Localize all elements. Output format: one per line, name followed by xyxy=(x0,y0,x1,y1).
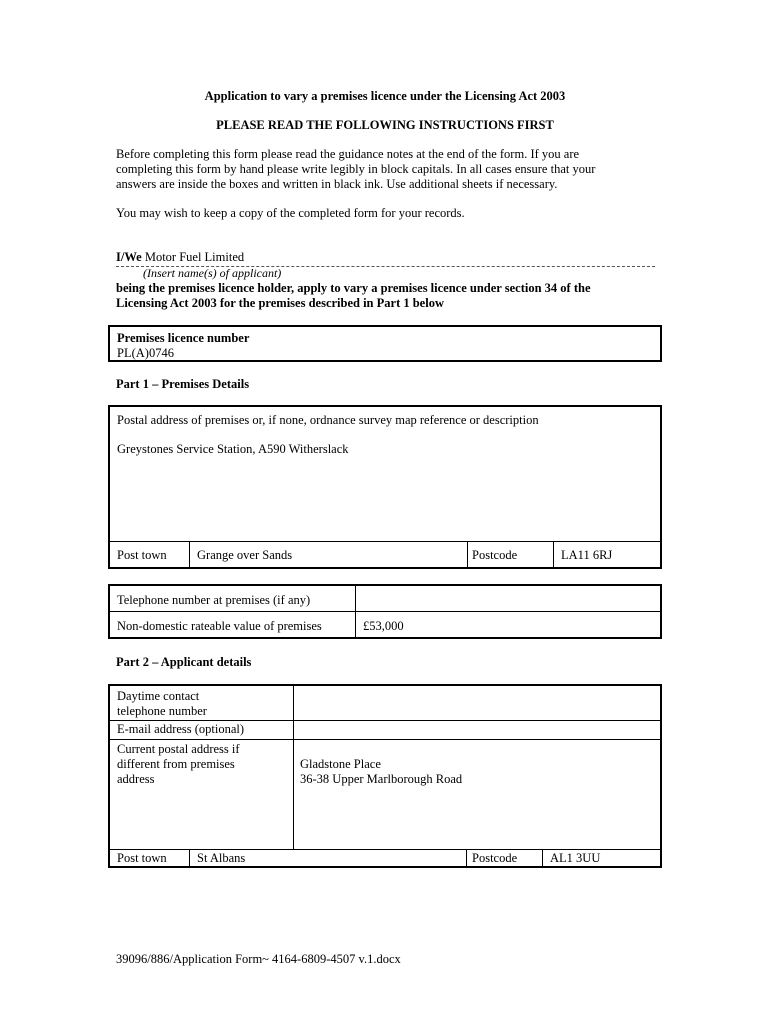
postal-address-line-1: Gladstone Place xyxy=(300,757,381,771)
divider xyxy=(542,849,543,866)
licence-number-value: PL(A)0746 xyxy=(117,346,174,360)
applicant-name-value: Motor Fuel Limited xyxy=(144,250,245,264)
postal-address-label-line-1: Current postal address if xyxy=(117,742,240,756)
premises-post-town-value[interactable]: Grange over Sands xyxy=(197,548,293,562)
daytime-telephone-label-line-1: Daytime contact xyxy=(117,689,200,703)
premises-postcode-value[interactable]: LA11 6RJ xyxy=(561,548,613,562)
premises-contact-box xyxy=(108,584,662,639)
instructions-heading: PLEASE READ THE FOLLOWING INSTRUCTIONS FIRST xyxy=(216,118,554,132)
instructions-paragraph xyxy=(116,147,656,192)
applicant-postcode-value[interactable]: AL1 3UU xyxy=(550,851,601,865)
applicant-statement xyxy=(116,281,676,311)
divider xyxy=(110,611,660,612)
divider xyxy=(467,541,468,567)
applicant-post-town-value[interactable]: St Albans xyxy=(197,851,246,865)
document-reference: 39096/886/Application Form~ 4164-6809-4507 v.1.docx xyxy=(116,952,401,966)
rateable-value-label: Non-domestic rateable value of premises xyxy=(117,619,322,633)
part2-heading: Part 2 – Applicant details xyxy=(116,655,252,669)
premises-post-town-label: Post town xyxy=(117,548,167,562)
postal-address-label-line-3: address xyxy=(117,772,155,786)
applicant-post-town-label: Post town xyxy=(117,851,167,865)
premises-telephone-label: Telephone number at premises (if any) xyxy=(117,593,311,607)
postal-address-line-2: 36-38 Upper Marlborough Road xyxy=(300,772,463,786)
daytime-telephone-label xyxy=(117,689,207,719)
part1-heading: Part 1 – Premises Details xyxy=(116,377,250,391)
email-label: E-mail address (optional) xyxy=(117,722,245,736)
instructions-line-2: completing this form by hand please write legibly in block capitals. In all cases ensure that your xyxy=(116,162,596,176)
postal-address-label-line-2: different from premises xyxy=(117,757,235,771)
premises-address-value[interactable]: Greystones Service Station, A590 Witherslack xyxy=(117,442,349,456)
divider xyxy=(466,849,467,866)
applicant-postcode-label: Postcode xyxy=(472,851,518,865)
applicant-details-box xyxy=(108,684,662,868)
applicant-name-note: (Insert name(s) of applicant) xyxy=(143,266,282,280)
applicant-name-field[interactable] xyxy=(116,250,655,267)
address-divider xyxy=(110,541,660,542)
keep-copy-note: You may wish to keep a copy of the completed form for your records. xyxy=(116,206,465,220)
premises-address-box xyxy=(108,405,662,569)
instructions-line-3: answers are inside the boxes and written in black ink. Use additional sheets if necessary. xyxy=(116,177,558,191)
rateable-value[interactable]: £53,000 xyxy=(363,619,404,633)
daytime-telephone-label-line-2: telephone number xyxy=(117,704,207,718)
divider xyxy=(110,849,660,850)
licence-number-box[interactable] xyxy=(108,325,662,362)
applicant-statement-line-2: Licensing Act 2003 for the premises described in Part 1 below xyxy=(116,296,444,310)
divider xyxy=(189,849,190,866)
applicant-statement-line-1: being the premises licence holder, apply to vary a premises licence under section 34 of the xyxy=(116,281,591,295)
divider xyxy=(189,541,190,567)
postal-address-value[interactable] xyxy=(300,757,462,787)
divider xyxy=(110,720,660,721)
iwe-label: I/We xyxy=(116,250,142,264)
premises-address-label: Postal address of premises or, if none, ordnance survey map reference or description xyxy=(117,413,539,427)
divider xyxy=(293,686,294,849)
divider xyxy=(110,739,660,740)
instructions-line-1: Before completing this form please read the guidance notes at the end of the form. If you are xyxy=(116,147,580,161)
form-title: Application to vary a premises licence under the Licensing Act 2003 xyxy=(204,89,566,103)
licence-number-label: Premises licence number xyxy=(117,331,250,345)
postal-address-label xyxy=(117,742,240,787)
premises-postcode-label: Postcode xyxy=(472,548,518,562)
divider xyxy=(553,541,554,567)
